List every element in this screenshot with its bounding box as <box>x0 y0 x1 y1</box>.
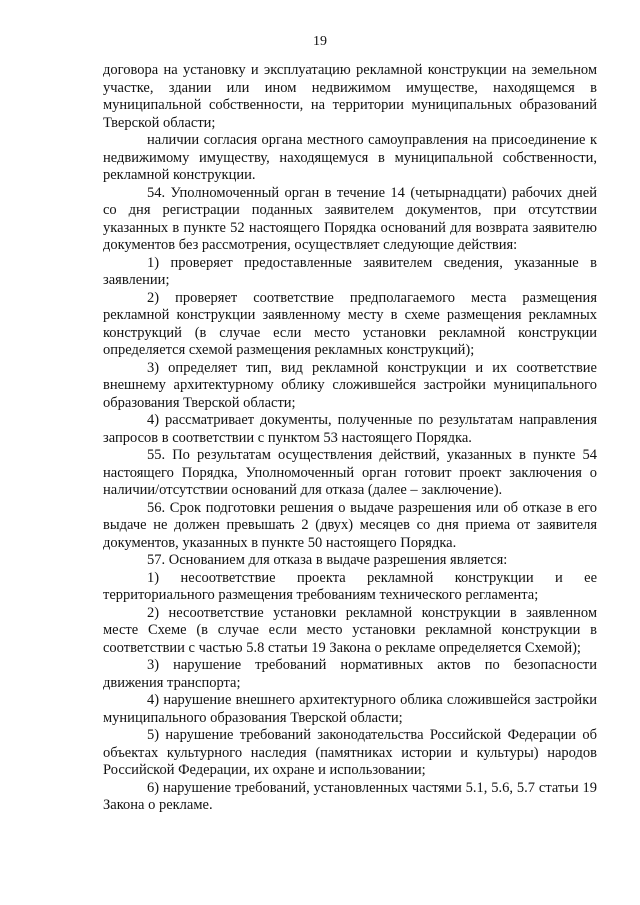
paragraph-57-item-6: 6) нарушение требований, установленных частями 5.1, 5.6, 5.7 статьи 19 Закона о рекламе. <box>103 779 597 813</box>
paragraph-54-item-2: 2) проверяет соответствие предполагаемого места размещения рекламной конструкции заявленному месту в схеме размещения рекламных конструкций (в случае если место установки рекламной конструкции определяется схемой размещения рекламных конструкций); <box>103 289 597 358</box>
paragraph-57-item-5: 5) нарушение требований законодательства Российской Федерации об объектах культурного наследия (памятниках истории и культуры) народов Российской Федерации, их охране и использовании; <box>103 727 597 778</box>
paragraph-57-item-3: 3) нарушение требований нормативных актов по безопасности движения транспорта; <box>103 657 597 691</box>
paragraph-54-item-4: 4) рассматривает документы, полученные по результатам направления запросов в соответствии с пунктом 53 настоящего Порядка. <box>103 412 597 446</box>
paragraph-57-item-2: 2) несоответствие установки рекламной конструкции в заявленном месте Схеме (в случае если место установки рекламной конструкции в соответствии с частью 5.8 статьи 19 Закона о рекламе определяется Схемой); <box>103 604 597 656</box>
page-number: 19 <box>313 34 327 49</box>
paragraph-54-item-1: 1) проверяет предоставленные заявителем сведения, указанные в заявлении; <box>103 254 597 288</box>
paragraph-continuation: договора на установку и эксплуатацию рекламной конструкции на земельном участке, здании или ином недвижимом имуществе, находящемся в муниципальной собственности, на территории муниципальных образований Тверской области; <box>103 62 597 131</box>
paragraph-57: 57. Основанием для отказа в выдаче разрешения является: <box>147 552 508 568</box>
paragraph-consent: наличии согласия органа местного самоуправления на присоединение к недвижимому имуществу, находящемуся в муниципальной собственности, рекламной конструкции. <box>103 132 597 183</box>
paragraph-54-item-3: 3) определяет тип, вид рекламной конструкции и их соответствие внешнему архитектурному облику сложившейся застройки муниципального образования Тверской области; <box>103 359 597 411</box>
paragraph-57-item-4: 4) нарушение внешнего архитектурного облика сложившейся застройки муниципального образования Тверской области; <box>103 692 597 726</box>
paragraph-55: 55. По результатам осуществления действий, указанных в пункте 54 настоящего Порядка, Уполномоченный орган готовит проект заключения о наличии/отсутствии оснований для отказа (далее – заключение). <box>103 447 597 498</box>
paragraph-56: 56. Срок подготовки решения о выдаче разрешения или об отказе в его выдаче не должен превышать 2 (двух) месяцев со дня приема от заявителя документов, указанных в пункте 50 настоящего Порядка. <box>103 499 597 551</box>
document-body <box>103 62 597 815</box>
paragraph-57-item-1: 1) несоответствие проекта рекламной конструкции и ее территориального размещения требованиям технического регламента; <box>103 569 597 603</box>
paragraph-54: 54. Уполномоченный орган в течение 14 (четырнадцати) рабочих дней со дня регистрации поданных заявителем документов, при отсутствии указанных в пункте 52 настоящего Порядка оснований для возврата заявителю документов без рассмотрения, осуществляет следующие действия: <box>103 184 597 253</box>
